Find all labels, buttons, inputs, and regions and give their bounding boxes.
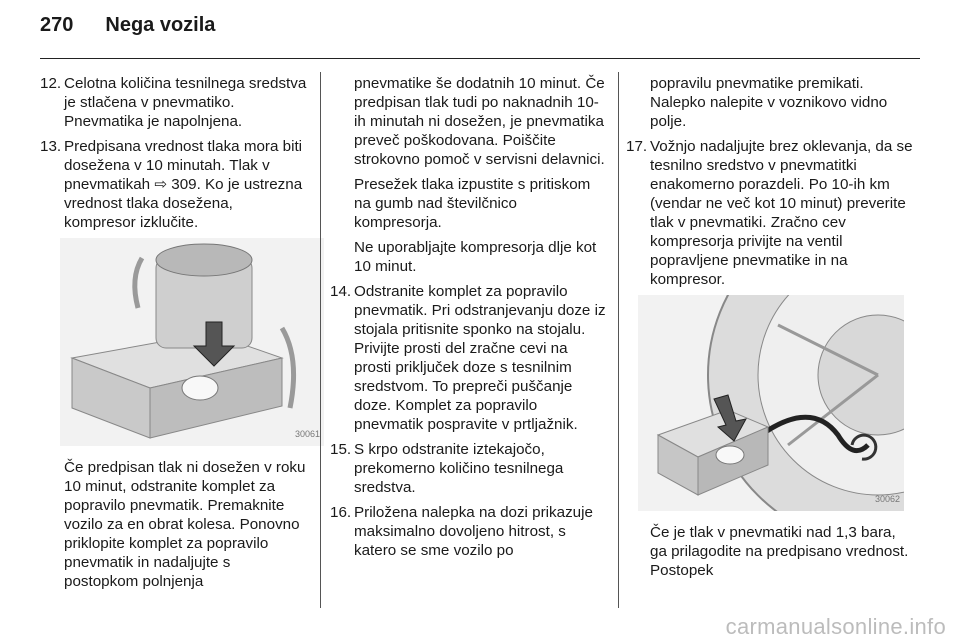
step-15	[330, 440, 606, 497]
step-13	[40, 137, 308, 232]
paragraph: Če predpisan tlak ni dosežen v roku 10 minut, odstranite komplet za popravilo pnevmatik. Premaknite vozilo za en obrat kolesa. Ponovno priklopite komplet za popravilo pnevmatik in nadaljujte s postopkom polnjenja	[64, 459, 306, 590]
page-title: Nega vozila	[105, 14, 216, 36]
step-number: 15.	[330, 441, 352, 458]
step-number: 16.	[330, 504, 352, 521]
column-3	[626, 74, 916, 586]
paragraph: Ne uporabljajte kompresorja dlje kot 10 minut.	[354, 239, 597, 275]
step-text: Predpisana vrednost tlaka mora biti dosežena v 10 minutah. Tlak v pnevmatikah ⇨ 309. Ko je ustrezna vrednost tlaka dosežena, kompresor izklučite.	[64, 138, 303, 231]
tyre-inflation-illustration	[638, 295, 904, 511]
step-text: Vožnjo nadaljujte brez oklevanja, da se tesnilno sredstvo v pnevmatitki enakomerno porazdeli. Po 10-ih km (vendar ne več kot 10 minut) preverite tlak v pnevmatiki. Zračno cev kompresorja privijte na ventil popravljene pnevmatike in na kompresor.	[650, 138, 913, 288]
step-16	[330, 503, 606, 560]
paragraph: popravilu pnevmatike premikati. Nalepko nalepite v voznikovo vidno polje.	[650, 75, 888, 130]
page-header	[40, 14, 215, 44]
step-number: 13.	[40, 138, 62, 155]
step-text: S krpo odstranite iztekajočo, prekomerno količino tesnilnega sredstva.	[354, 441, 564, 496]
page-number: 270	[40, 14, 74, 36]
step-number: 12.	[40, 75, 62, 92]
step-number: 14.	[330, 283, 352, 300]
column-divider	[618, 72, 619, 608]
step-14	[330, 282, 606, 434]
tyre-compressor-icon	[638, 295, 904, 511]
compressor-button-press-icon	[60, 238, 324, 446]
step-number: 17.	[626, 138, 648, 155]
step-text: Celotna količina tesnilnega sredstva je stlačena v pnevmatiko. Pnevmatika je napolnjena.	[64, 75, 307, 130]
compressor-illustration	[60, 238, 324, 446]
paragraph: Presežek tlaka izpustite s pritiskom na gumb nad številčnico kompresorja.	[354, 176, 591, 231]
paragraph: Če je tlak v pnevmatiki nad 1,3 bara, ga prilagodite na predpisano vrednost. Postopek	[650, 524, 909, 579]
header-divider	[40, 58, 920, 59]
watermark: carmanualsonline.info	[725, 614, 946, 639]
step-text: Priložena nalepka na dozi prikazuje maksimalno dovoljeno hitrost, s katero se sme vozilo po	[354, 504, 593, 559]
figure-id: 30061	[294, 429, 320, 439]
figure-id: 30062	[874, 494, 900, 504]
column-1	[40, 74, 320, 597]
column-2	[330, 74, 606, 566]
step-12	[40, 74, 308, 131]
step-text: Odstranite komplet za popravilo pnevmatik. Pri odstranjevanju doze iz stojala pritisnite sponko na stojalu. Privijte prosti del zračne cevi na prosti priključek doze s tesnilnim sredstvom. To prepreči puščanje doze. Komplet za popravilo pnevmatik pospravite v prtljažnik.	[354, 283, 606, 433]
column-divider	[320, 72, 321, 608]
paragraph: pnevmatike še dodatnih 10 minut. Če predpisan tlak tudi po naknadnih 10-ih minutah ni dosežen, je pnevmatika preveč poškodovana. Poiščite strokovno pomoč v servisni delavnici.	[354, 75, 605, 168]
step-17	[626, 137, 916, 289]
